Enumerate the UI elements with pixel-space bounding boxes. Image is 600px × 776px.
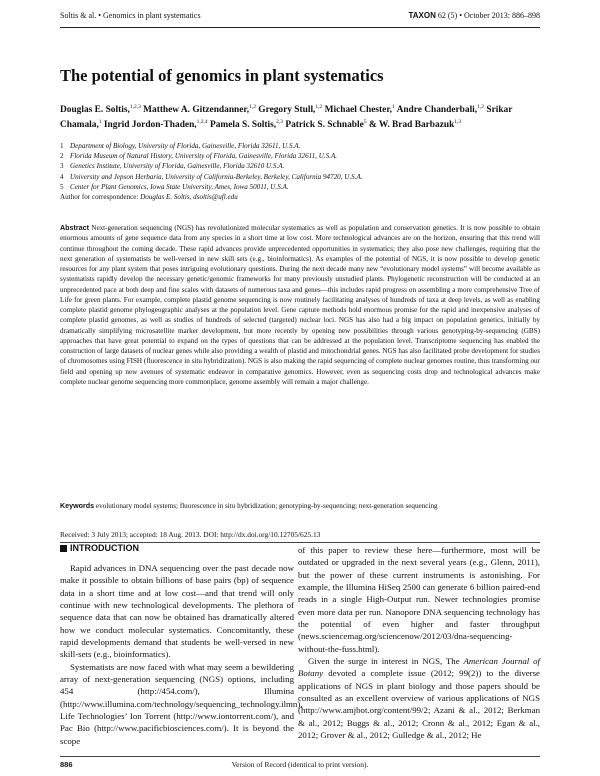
body-column-left — [60, 562, 303, 747]
affiliation-text: Center for Plant Genomics, Iowa State University, Ames, Iowa 50011, U.S.A. — [70, 182, 289, 191]
page-number: 886 — [60, 760, 73, 769]
abstract-text: Next-generation sequencing (NGS) has revolutionized molecular systematics as well as population and conservation genetics. It is now possible to obtain enormous amounts of gene sequence data from any species in a short time at low cost. More technological advances are on the horizon, ensuring that this trend will continue throughout the coming decade. These rapid advances provide unprecedented opportunities in systematics; they also pose new challenges, requiring that the next generation of systematists be well-versed in new skill sets (e.g., bioinformatics). As examples of the potential of NGS, it is now possible to develop genetic resources for any plant system that poses intriguing evolutionary questions. During the next decade many new “evolutionary model systems” will become available as systematists rapidly develop the necessary genetic/genomic frameworks for many previously unstudied plants. Phylogenetic reconstruction will be conducted at an unprecedented pace at both deep and fine scales with datasets of numerous taxa and genes—this includes rapid progress on assembling a more comprehensive Tree of Life for green plants. For example, complete plastid genome sequencing is now routinely facilitating analyses of hundreds of taxa at deep levels, as well as enabling complete plastid genome phylogeographic analyses at the population level. Gene capture methods hold enormous promise for the rapid and inexpensive analyses of complete plastid genomes, as well as studies of hundreds of selected (targeted) nuclear loci. NGS has also had a big impact on population genetics, initially by dramatically simplifying microsatellite marker development, but more recently by opening new possibilities through various genotyping-by-sequencing (GBS) approaches that have great potential to expand on the types of questions that can be addressed at the population level. Transcriptome sequencing has enabled the construction of large datasets of nuclear genes while also providing a wealth of plastid and mitochondrial genes. NGS has also facilitated probe development for studies of chromosomes using FISH (fluorescence in situ hybridization). NGS is also making the rapid sequencing of complete nuclear genomes routine, thus transforming our field and opening up new avenues of systematic endeavor in comparative genomics. However, even as sequencing costs drop and technological advances make complete nuclear genome sequencing more commonplace, genome assembly will remain a major challenge. — [60, 224, 540, 386]
affiliation-text: Genetics Institute, University of Florida, Gainesville, Florida 32610 U.S.A. — [70, 162, 285, 171]
author-name: Pamela S. Soltis, — [209, 120, 277, 131]
author-affiliation-marker: 1,2 — [477, 104, 485, 110]
author-affiliation-marker: 1,2,4 — [196, 119, 208, 126]
affiliation-line — [60, 182, 540, 192]
author-affiliation-marker: 1 — [391, 104, 395, 110]
square-bullet-icon — [60, 545, 67, 552]
author-name: Patrick S. Schnable — [285, 120, 364, 131]
author-name: Srikar Chamala, — [60, 105, 513, 131]
author-affiliation-marker: 1,2 — [315, 104, 323, 110]
affiliation-text: University and Jepson Herbaria, University of California-Berkeley, Berkeley, California 94720, U.S.A. — [70, 172, 363, 181]
affiliation-number: 3 — [60, 162, 64, 171]
author-name: Michael Chester, — [324, 105, 392, 116]
keywords — [60, 501, 540, 511]
affiliation-line — [60, 172, 540, 182]
footer-rule — [60, 756, 540, 757]
keywords-label: Keywords — [60, 502, 95, 510]
abstract-label: Abstract — [60, 224, 89, 232]
body-paragraph: Given the surge in interest in NGS, The American Journal of Botany devoted a complete issue (2012; 99(2)) to the diverse applications of NGS in plant biology and those papers should be consulted as an excellent overview of various applications of NGS (http://www.amjbot.org/content/99/2; Azani & al., 2012; Berkman & al., 2012; Buggs & al., 2012; Cronn & al., 2012; Egan & al., 2012; Grover & al., 2012; Gulledge & al., 2012; He — [298, 656, 540, 741]
correspondence-value: Douglas E. Soltis, dsoltis@ufl.edu — [140, 193, 238, 202]
affiliation-number: 5 — [60, 182, 64, 191]
keywords-text: evolutionary model systems; fluorescence in situ hybridization; genotyping-by-sequencing; next-generation sequencing — [94, 502, 438, 510]
author-affiliation-marker: 1 — [98, 119, 102, 126]
author-name: Andre Chanderbali, — [396, 105, 478, 116]
correspondence: Author for correspondence: Douglas E. Soltis, dsoltis@ufl.edu — [60, 193, 238, 202]
header-rule — [60, 27, 540, 28]
issue-info: 62 (5) • October 2013: 886–898 — [435, 11, 540, 20]
affiliation-number: 1 — [60, 142, 64, 150]
version-note: Version of Record (identical to print version). — [231, 760, 369, 769]
body-paragraph: of this paper to review these here—furthermore, most will be outdated or upgraded in the next several years (e.g., Glenn, 2011), but the power of these current instruments is astonishing. For example, the Illumina HiSeq 2500 can generate 6 billion paired-end reads in a single High-Output run. Newer technologies promise even more data per run. Nanopore DNA sequencing technology has the potential of even higher and faster throughput (news.sciencemag.org/sciencenow/2012/03/dna-sequencing-without-the-fuss.html). — [298, 545, 540, 654]
author-list — [60, 101, 550, 131]
affiliation-number: 2 — [60, 152, 64, 161]
affiliation-number: 4 — [60, 172, 64, 181]
author-name: Ingrid Jordon-Thaden, — [103, 120, 197, 131]
author-affiliation-marker: 1,2,3 — [129, 104, 141, 110]
running-header-right — [408, 11, 540, 23]
author-affiliation-marker: 2,3 — [276, 119, 284, 126]
running-header-left: Soltis & al. • Genomics in plant systematics — [60, 11, 201, 20]
affiliation-text: Department of Biology, University of Florida, Gainesville, Florida 32611, U.S.A. — [70, 142, 301, 150]
journal-name: TAXON — [408, 11, 436, 20]
affiliations — [60, 141, 540, 202]
article-title: The potential of genomics in plant systematics — [60, 66, 384, 85]
author-affiliation-marker: 1,3 — [454, 119, 462, 126]
journal-title: American Journal of Botany — [298, 656, 540, 679]
author-name: & W. Brad Barbazuk — [368, 120, 455, 131]
running-header — [60, 11, 540, 23]
affiliation-line — [60, 141, 540, 151]
received-dates: Received: 3 July 2013; accepted: 18 Aug. 2013. DOI: http://dx.doi.org/10.12705/625.13 — [60, 530, 321, 539]
author-name: Matthew A. Gitzendanner, — [143, 105, 250, 116]
section-heading-text: INTRODUCTION — [70, 543, 139, 553]
body-paragraph: Rapid advances in DNA sequencing over the past decade now make it possible to obtain billions of base pairs (bp) of sequence data in a short time and at low cost—and that trend will only continue with new technological developments. The plethora of sequence data that can now be obtained has dramatically altered how we conduct molecular systematics. Concomitantly, these rapid developments demand that students be well-versed in new skill-sets (e.g., bioinformatics). — [60, 563, 294, 660]
body-paragraph: Systematists are now faced with what may seem a bewildering array of next-generation sequencing (NGS) options, including 454 (http://454.com/), Illumina (http://www.illumina.com/technology/sequencing_technology.ilmn), Life Technologies’ Ion Torrent (http://www.iontorrent.com/), and Pac Bio (http://www.pacificbiosciences.com/). It is beyond the scope — [60, 661, 303, 746]
author-affiliation-marker: 1,2 — [249, 104, 256, 110]
author-affiliation-marker: 5 — [363, 119, 367, 126]
affiliation-text: Florida Museum of Natural History, University of Florida, Gainesville, Florida 32611, U.S.A. — [70, 152, 338, 161]
affiliation-line — [60, 161, 540, 171]
affiliation-line — [60, 151, 540, 161]
author-name: Gregory Stull, — [258, 105, 316, 116]
abstract — [60, 223, 540, 387]
author-name: Douglas E. Soltis, — [60, 105, 130, 116]
section-heading — [60, 543, 139, 553]
body-column-right — [298, 544, 540, 742]
